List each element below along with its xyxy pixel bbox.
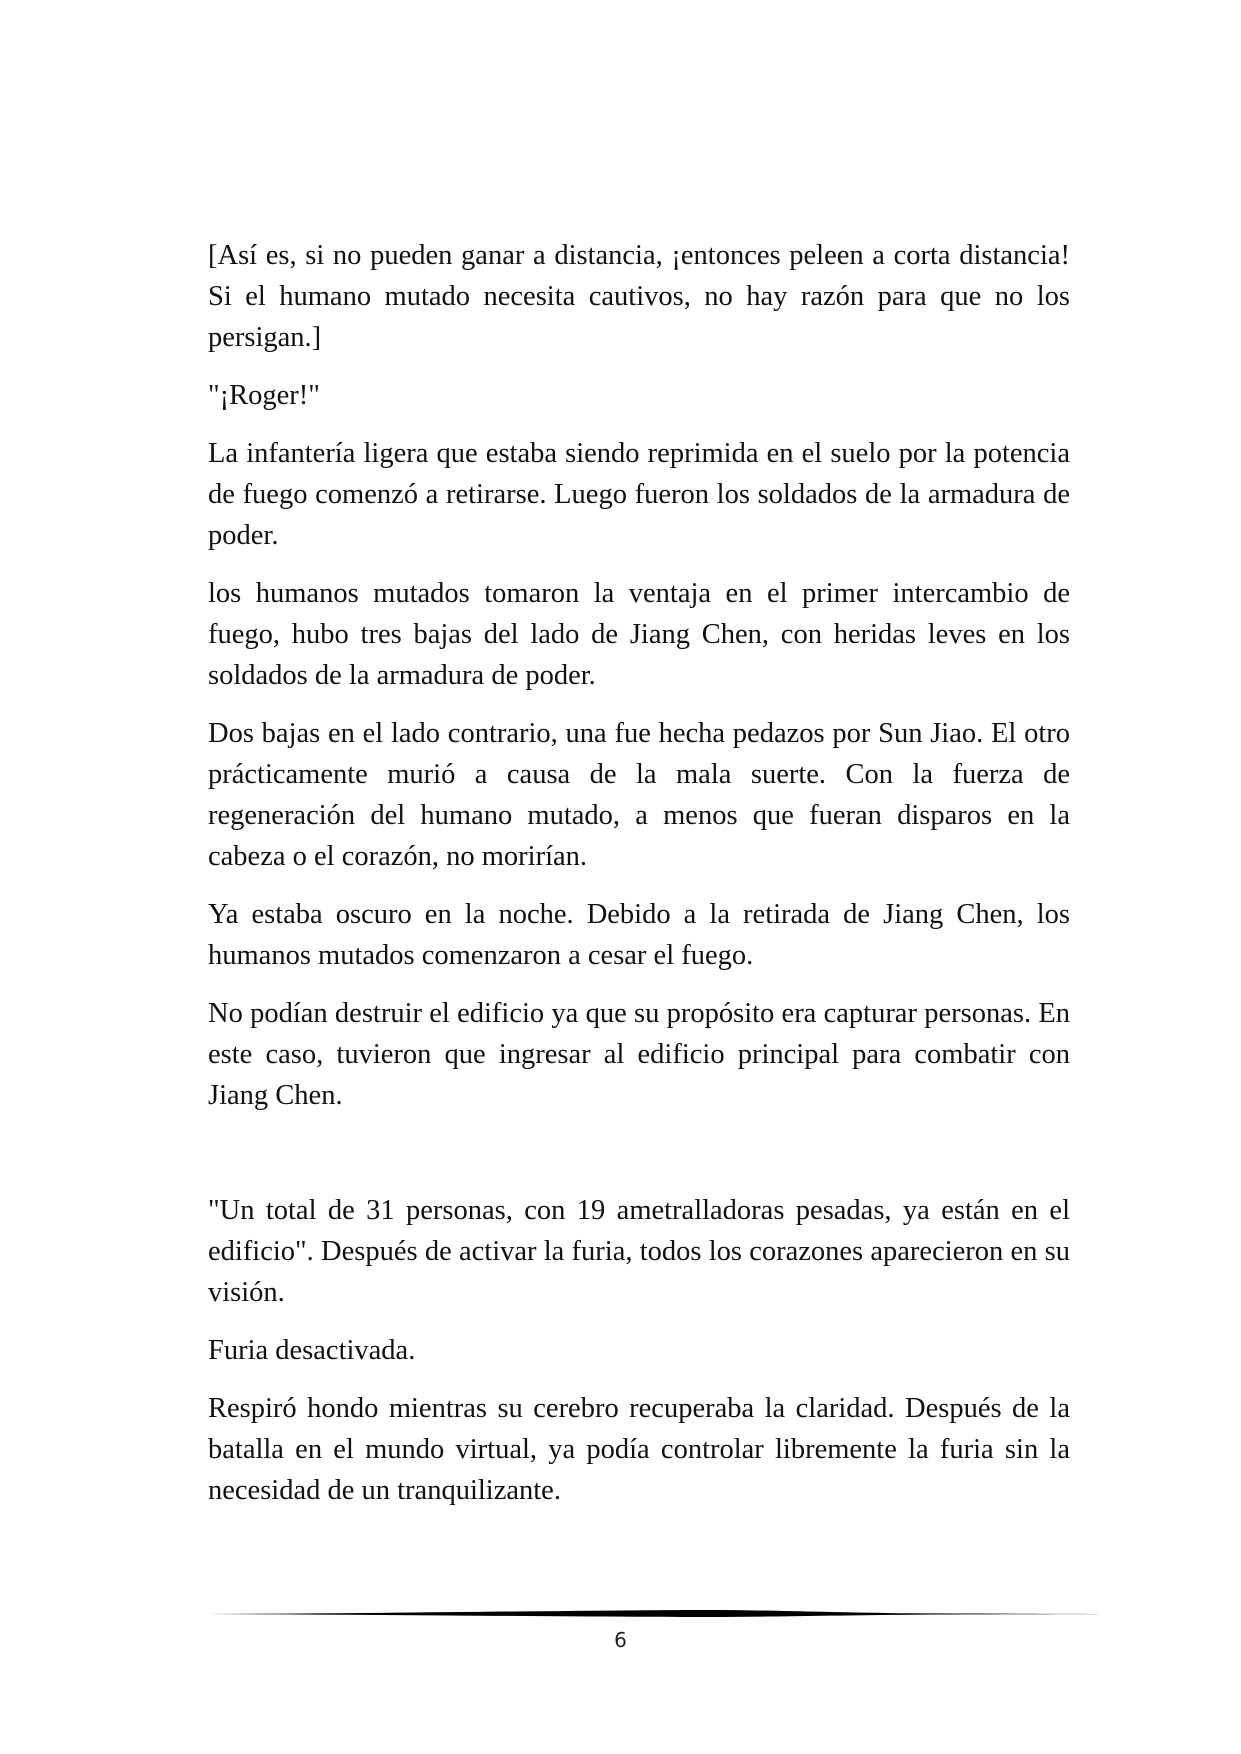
paragraph: Ya estaba oscuro en la noche. Debido a la retirada de Jiang Chen, los humanos mutados comenzaron a cesar el fuego. [208,899,1070,971]
paragraph: "¡Roger!" [208,380,320,411]
paragraph: [Así es, si no pueden ganar a distancia, ¡entonces peleen a corta distancia! Si el humano mutado necesita cautivos, no hay razón para que no los persigan.] [208,240,1070,353]
paragraph: No podían destruir el edificio ya que su propósito era capturar personas. En este caso, tuvieron que ingresar al edificio principal para combatir con Jiang Chen. [208,998,1070,1111]
page-number: 6 [614,1628,627,1652]
paragraph: Furia desactivada. [208,1335,416,1366]
body-text [208,235,1070,1528]
paragraph: Respiró hondo mientras su cerebro recuperaba la claridad. Después de la batalla en el mundo virtual, ya podía controlar libremente la furia sin la necesidad de un tranquilizante. [208,1393,1070,1506]
paragraph: La infantería ligera que estaba siendo reprimida en el suelo por la potencia de fuego comenzó a retirarse. Luego fueron los soldados de la armadura de poder. [208,438,1070,551]
paragraph: los humanos mutados tomaron la ventaja en el primer intercambio de fuego, hubo tres bajas del lado de Jiang Chen, con heridas leves en los soldados de la armadura de poder. [208,578,1070,691]
paragraph: "Un total de 31 personas, con 19 ametralladoras pesadas, ya están en el edificio". Después de activar la furia, todos los corazones aparecieron en su visión. [208,1195,1070,1308]
footer-divider [208,1608,1116,1620]
paragraph: Dos bajas en el lado contrario, una fue hecha pedazos por Sun Jiao. El otro prácticamente murió a causa de la mala suerte. Con la fuerza de regeneración del humano mutado, a menos que fueran disparos en la cabeza o el corazón, no morirían. [208,718,1070,872]
